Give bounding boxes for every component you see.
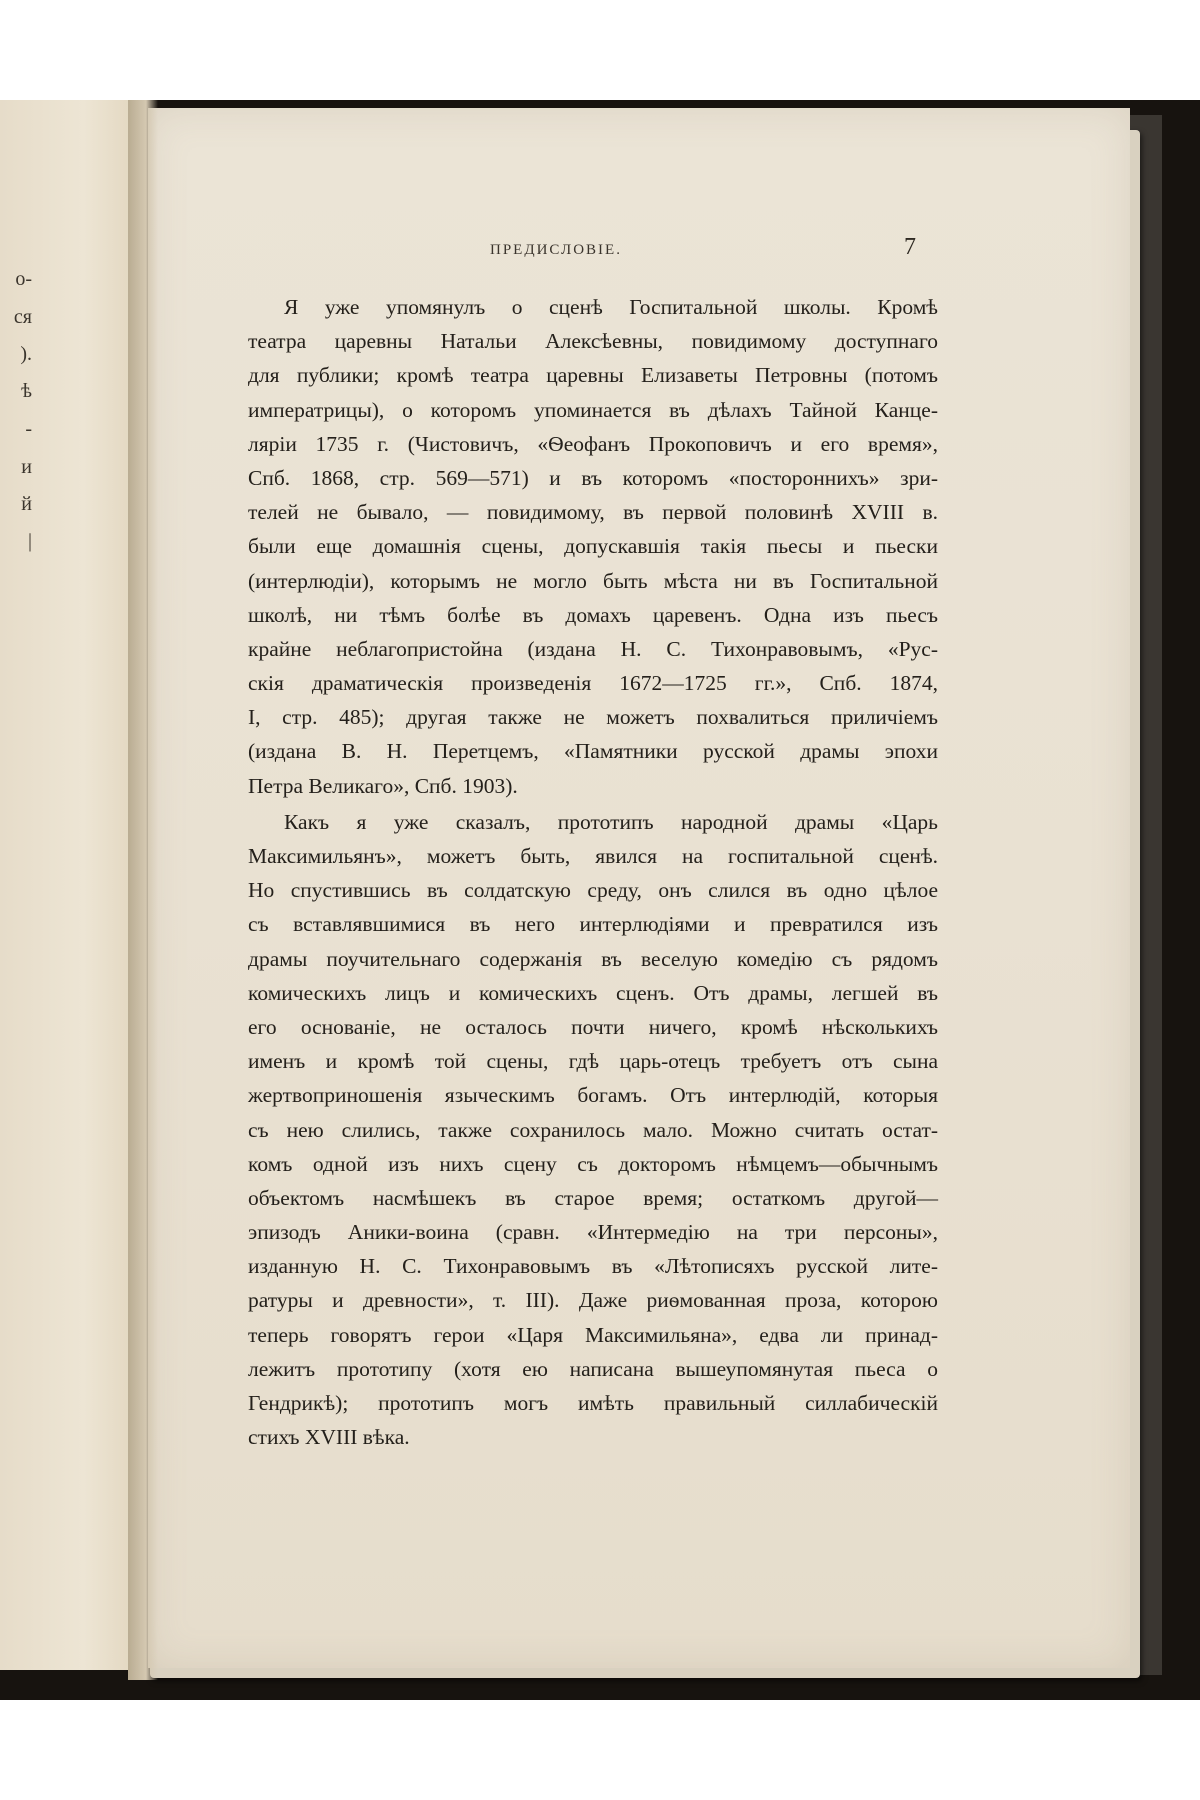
text-line: театра царевны Натальи Алексѣевны, повидимому доступнаго [248, 329, 938, 354]
paragraph [248, 805, 938, 1455]
text-line: комъ одной изъ нихъ сцену съ докторомъ нѣмцемъ—обычнымъ [248, 1151, 938, 1176]
text-line: Какъ я уже сказалъ, прототипъ народной драмы «Царь [284, 809, 938, 834]
left-page-fragment: ). [20, 343, 32, 365]
text-line: телей не бывало, — повидимому, въ первой половинѣ XVIII в. [248, 500, 938, 525]
text-line: Петра Великаго», Спб. 1903). [248, 773, 518, 798]
left-page-fragment: и [21, 456, 32, 478]
left-page-fragment: | [27, 530, 32, 552]
text-line: школѣ, ни тѣмъ болѣе въ домахъ царевенъ. Одна изъ пьесъ [248, 602, 938, 627]
text-line: для публики; кромѣ театра царевны Елизаветы Петровны (потомъ [248, 363, 938, 388]
text-line: изданную Н. С. Тихонравовымъ въ «Лѣтописяхъ русской лите- [248, 1254, 938, 1279]
body-text [248, 290, 938, 1454]
text-line: Спб. 1868, стр. 569—571) и въ которомъ «постороннихъ» зри- [248, 465, 938, 490]
running-head: ПРЕДИСЛОВІЕ. [490, 242, 622, 258]
text-line: комическихъ лицъ и комическихъ сценъ. Отъ драмы, легшей въ [248, 980, 938, 1005]
left-page-fragment: о- [15, 268, 32, 290]
page-number: 7 [904, 234, 916, 260]
left-page-fragment: ся [13, 306, 32, 328]
text-line: объектомъ насмѣшекъ въ старое время; остаткомъ другой— [248, 1185, 938, 1210]
text-line: теперь говорятъ герои «Царя Максимильяна», едва ли принад- [248, 1322, 938, 1347]
text-line: эпизодъ Аники-воина (сравн. «Интермедію на три персоны», [248, 1220, 938, 1245]
text-line: ляріи 1735 г. (Чистовичъ, «Ѳеофанъ Прокоповичъ и его время», [248, 431, 938, 456]
text-line: именъ и кромѣ той сцены, гдѣ царь-отецъ требуетъ отъ сына [248, 1049, 938, 1074]
text-line: жертвоприношенія языческимъ богамъ. Отъ интерлюдій, которыя [248, 1083, 938, 1108]
paragraph [248, 290, 938, 803]
text-line: императрицы), о которомъ упоминается въ дѣлахъ Тайной Канце- [248, 397, 938, 422]
left-page-fragment: - [25, 418, 32, 440]
text-line: съ вставлявшимися въ него интерлюдіями и превратился изъ [248, 912, 938, 937]
left-page-fragment: й [21, 493, 32, 515]
text-line: ратуры и древности», т. III). Даже риѳмованная проза, которою [248, 1288, 938, 1313]
text-line: крайне неблагопристойна (издана Н. С. Тихонравовымъ, «Рус- [248, 636, 938, 661]
text-line: Максимильянъ», можетъ быть, явился на госпитальной сценѣ. [248, 844, 938, 868]
left-page-fragment: ѣ [21, 380, 32, 402]
text-line: Гендрикѣ); прототипъ могъ имѣть правильный силлабическій [248, 1391, 938, 1415]
text-line: были еще домашнія сцены, допускавшія такія пьесы и пьески [248, 534, 938, 559]
left-page [0, 100, 140, 1670]
text-line: I, стр. 485); другая также не можетъ похвалиться приличіемъ [248, 705, 938, 730]
text-line: Я уже упомянулъ о сценѣ Госпитальной школы. Кромѣ [284, 295, 938, 319]
text-line: (издана В. Н. Перетцемъ, «Памятники русской драмы эпохи [248, 739, 938, 764]
text-line: (интерлюдіи), которымъ не могло быть мѣста ни въ Госпитальной [248, 568, 938, 593]
text-line: драмы поучительнаго содержанія въ веселую комедію съ рядомъ [248, 946, 938, 971]
text-line: его основаніе, не осталось почти ничего, кромѣ нѣсколькихъ [248, 1014, 938, 1039]
text-line: стихъ XVIII вѣка. [248, 1425, 410, 1450]
text-line: съ нею слились, также сохранилось мало. Можно считать остат- [248, 1117, 938, 1142]
page-crease [128, 100, 158, 1680]
text-line: скія драматическія произведенія 1672—1725 гг.», Спб. 1874, [248, 671, 938, 696]
text-line: лежитъ прототипу (хотя ею написана вышеупомянутая пьеса о [248, 1356, 938, 1381]
text-line: Но спустившись въ солдатскую среду, онъ слился въ одно цѣлое [248, 878, 938, 903]
